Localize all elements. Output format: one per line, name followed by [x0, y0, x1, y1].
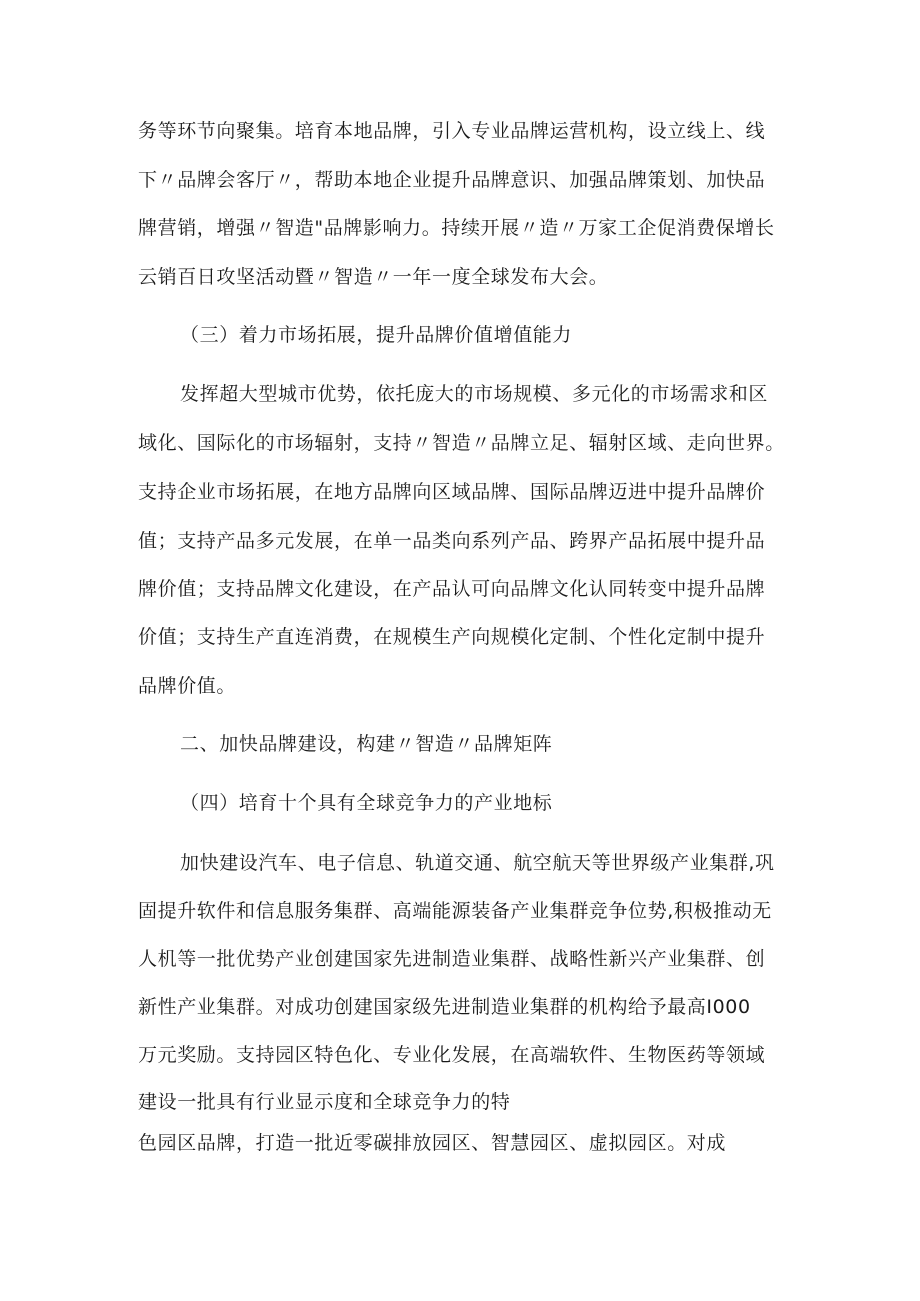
paragraph-line: 色园区品牌，打造一批近零碳排放园区、智慧园区、虚拟园区。对成 [138, 1132, 727, 1154]
paragraph-line: 务等环节向聚集。培育本地品牌，引入专业品牌运营机构，设立线上、线 [138, 120, 766, 142]
paragraph-line: 值；支持产品多元发展，在单一品类向系列产品、跨界产品拓展中提升品 [138, 530, 766, 552]
paragraph-line: 价值；支持生产直连消费，在规模生产向规模化定制、个性化定制中提升 [138, 626, 766, 648]
paragraph-line: 下〃品牌会客厅〃，帮助本地企业提升品牌意识、加强品牌策划、加快品 [138, 169, 766, 191]
paragraph-line: 云销百日攻坚活动暨〃智造〃一年一度全球发布大会。 [138, 266, 609, 288]
paragraph-line: 牌价值；支持品牌文化建设，在产品认可向品牌文化认同转变中提升品牌 [138, 578, 766, 600]
chapter-heading: 二、加快品牌建设，构建〃智造〃品牌矩阵 [180, 733, 553, 755]
paragraph-line: 域化、国际化的市场辐射，支持〃智造〃品牌立足、辐射区域、走向世界。 [138, 432, 785, 454]
section-heading: （三）着力市场拓展，提升品牌价值增值能力 [180, 324, 573, 346]
section-heading: （四）培育十个具有全球竞争力的产业地标 [180, 792, 553, 814]
paragraph-line: 人机等一批优势产业创建国家先进制造业集群、战略性新兴产业集群、创 [138, 948, 766, 970]
paragraph-line: 牌营销，增强〃智造"品牌影响力。持续开展〃造〃万家工企促消费保增长 [138, 217, 775, 239]
paragraph-line: 建设一批具有行业显示度和全球竞争力的特 [138, 1091, 511, 1113]
paragraph-line: 加快建设汽车、电子信息、轨道交通、航空航天等世界级产业集群,巩 [180, 852, 775, 874]
paragraph-line: 新性产业集群。对成功创建国家级先进制造业集群的机构给予最高I000 [138, 996, 751, 1018]
paragraph-line: 发挥超大型城市优势，依托庞大的市场规模、多元化的市场需求和区 [180, 383, 769, 405]
paragraph-line: 固提升软件和信息服务集群、高端能源装备产业集群竞争位势,积极推动无 [138, 900, 772, 922]
paragraph-line: 品牌价值。 [138, 675, 237, 697]
paragraph-line: 支持企业市场拓展，在地方品牌向区域品牌、国际品牌迈进中提升品牌价 [138, 481, 766, 503]
paragraph-line: 万元奖励。支持园区特色化、专业化发展，在高端软件、生物医药等领域 [138, 1044, 766, 1066]
